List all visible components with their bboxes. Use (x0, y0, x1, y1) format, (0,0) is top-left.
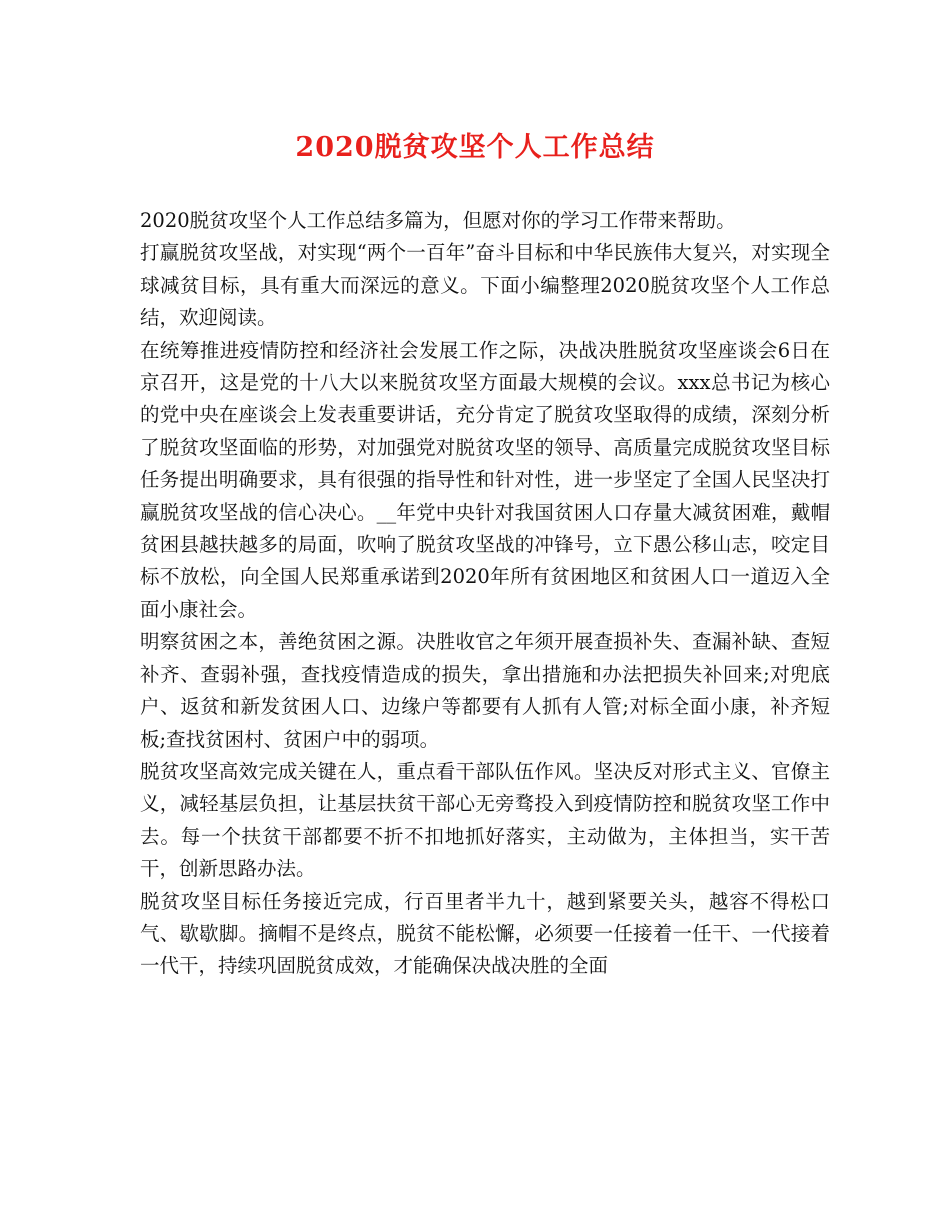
paragraph: 脱贫攻坚目标任务接近完成，行百里者半九十，越到紧要关头，越容不得松口气、歇歇脚。摘帽不是终点，脱贫不能松懈，必须要一任接着一任干、一代接着一代干，持续巩固脱贫成效，才能确保决战决胜的全面 (140, 889, 830, 978)
page-title: 2020脱贫攻坚个人工作总结 (295, 132, 655, 163)
paragraph: 2020脱贫攻坚个人工作总结多篇为，但愿对你的学习工作带来帮助。 (140, 209, 736, 232)
paragraph: 脱贫攻坚高效完成关键在人，重点看干部队伍作风。坚决反对形式主义、官僚主义，减轻基层负担，让基层扶贫干部心无旁骛投入到疫情防控和脱贫攻坚工作中去。每一个扶贫干部都要不折不扣地抓好落实，主动做为，主体担当，实干苦干，创新思路办法。 (140, 759, 830, 881)
paragraph: 明察贫困之本，善绝贫困之源。决胜收官之年须开展查损补失、查漏补缺、查短补齐、查弱补强，查找疫情造成的损失，拿出措施和办法把损失补回来;对兜底户、返贫和新发贫困人口、边缘户等都要有人抓有人管;对标全面小康，补齐短板;查找贫困村、贫困户中的弱项。 (140, 630, 830, 751)
paragraph: 打赢脱贫攻坚战，对实现“两个一百年”奋斗目标和中华民族伟大复兴，对实现全球减贫目标，具有重大而深远的意义。下面小编整理2020脱贫攻坚个人工作总结，欢迎阅读。 (140, 241, 830, 330)
paragraph: 在统筹推进疫情防控和经济社会发展工作之际，决战决胜脱贫攻坚座谈会6日在京召开，这是党的十八大以来脱贫攻坚方面最大规模的会议。xxx总书记为核心的党中央在座谈会上发表重要讲话，充分肯定了脱贫攻坚取得的成绩，深刻分析了脱贫攻坚面临的形势，对加强党对脱贫攻坚的领导、高质量完成脱贫攻坚目标任务提出明确要求，具有很强的指导性和针对性，进一步坚定了全国人民坚决打赢脱贫攻坚战的信心决心。__年党中央针对我国贫困人口存量大减贫困难，戴帽贫困县越扶越多的局面，吹响了脱贫攻坚战的冲锋号，立下愚公移山志，咬定目标不放松，向全国人民郑重承诺到2020年所有贫困地区和贫困人口一道迈入全面小康社会。 (140, 338, 830, 621)
document-body (140, 205, 830, 983)
